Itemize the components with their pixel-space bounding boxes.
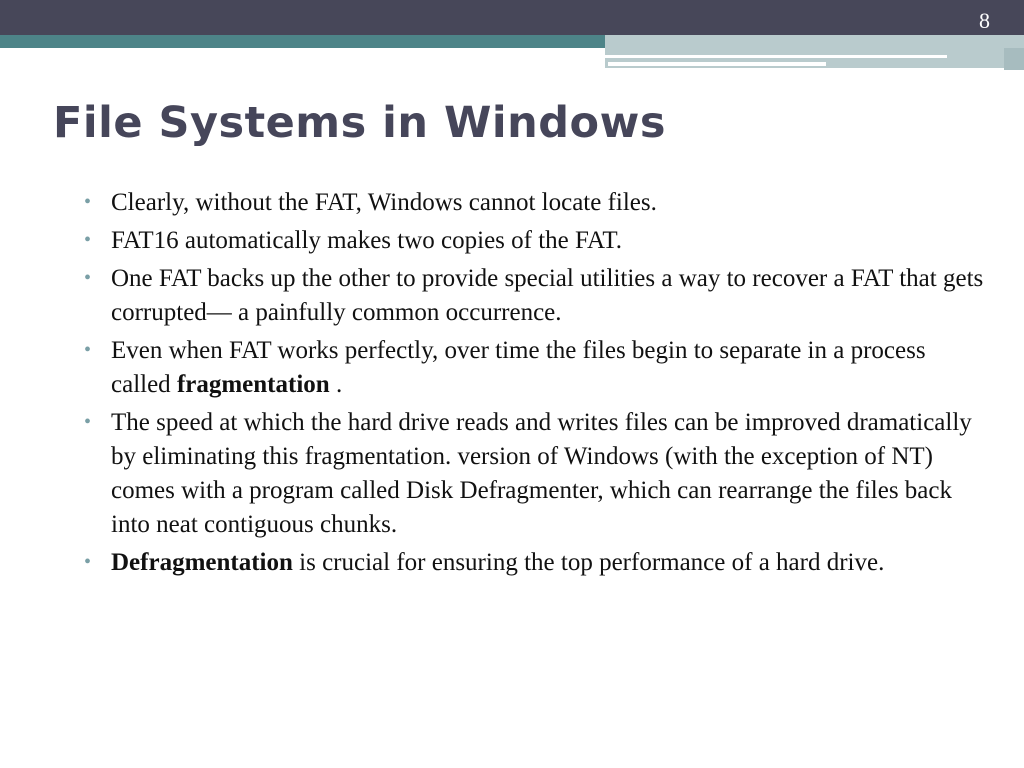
bullet-dot-icon: •	[84, 229, 92, 251]
slide-title: File Systems in Windows	[53, 98, 666, 148]
bullet-item	[84, 224, 989, 258]
bullet-text: FAT16 automatically makes two copies of the FAT.	[111, 227, 623, 254]
bullet-text: Clearly, without the FAT, Windows cannot locate files.	[111, 189, 657, 216]
bold-term: fragmentation	[176, 371, 330, 398]
bullet-dot-icon: •	[84, 411, 92, 433]
bullet-text	[111, 549, 884, 576]
decorative-line	[605, 55, 947, 58]
bullet-text-part: Even when FAT works perfectly, over time the files begin to separate in a process called	[111, 337, 926, 398]
bullet-dot-icon: •	[84, 191, 92, 213]
decorative-line	[608, 62, 826, 66]
bullet-dot-icon: •	[84, 551, 92, 573]
bullet-dot-icon: •	[84, 339, 92, 361]
decorative-corner	[1004, 48, 1024, 70]
bullet-dot-icon: •	[84, 267, 92, 289]
bullet-text	[111, 337, 926, 398]
bullet-text: One FAT backs up the other to provide special utilities a way to recover a FAT that gets corrupted— a painfully common occurrence.	[111, 265, 984, 326]
bold-term: Defragmentation	[111, 549, 293, 576]
bullet-text: The speed at which the hard drive reads and writes files can be improved dramatically by eliminating this fragmentation. version of Windows (with the exception of NT) comes with a program called Disk Defragmenter, which can rearrange the files back into neat contiguous chunks.	[111, 409, 972, 538]
bullet-text-part: .	[329, 371, 343, 398]
bullet-item	[84, 262, 989, 330]
bullet-item	[84, 334, 989, 402]
bullet-text-part: is crucial for ensuring the top performance of a hard drive.	[292, 549, 885, 576]
bullet-list	[84, 186, 989, 584]
bullet-item	[84, 546, 989, 580]
header-bar	[0, 0, 1024, 35]
bullet-item	[84, 186, 989, 220]
bullet-item	[84, 406, 989, 542]
slide-number: 8	[979, 8, 990, 33]
